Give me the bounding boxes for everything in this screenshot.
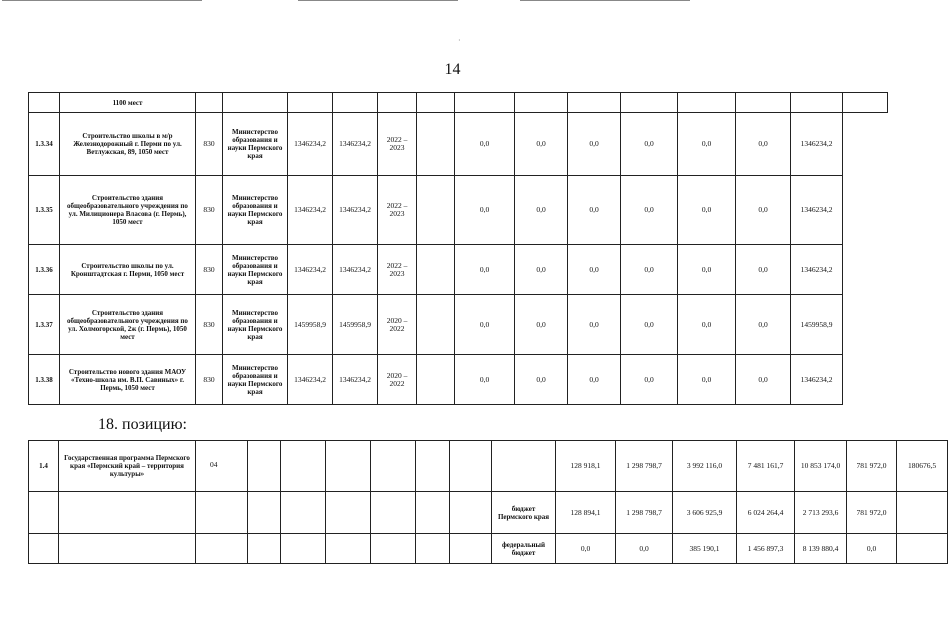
total-cell: 1346234,2 [791, 245, 843, 295]
value-cell: 1 298 798,7 [616, 441, 673, 492]
row-code-cell: 1.3.36 [29, 245, 60, 295]
row-code-cell: 1.3.34 [29, 113, 60, 176]
value-cell: 0,0 [515, 355, 568, 405]
table-row [29, 295, 888, 355]
value-cell: 0,0 [455, 245, 515, 295]
top-border-line [298, 0, 458, 1]
program-table [28, 440, 948, 564]
value-cell: 0,0 [515, 176, 568, 245]
value-cell: 0,0 [621, 176, 678, 245]
scan-speck: · [458, 36, 461, 45]
ministry-cell: Министерство образования и науки Пермского края [223, 355, 288, 405]
value-cell: 0,0 [678, 176, 736, 245]
value-cell: 0,0 [515, 113, 568, 176]
funding-source-cell: федеральный бюджет [492, 534, 556, 564]
total-cell: 1459958,9 [791, 295, 843, 355]
value-cell: 0,0 [736, 295, 791, 355]
value-cell: 0,0 [455, 355, 515, 405]
object-name-cell: Строительство нового здания МАОУ «Техно-школа им. В.П. Савиных» г. Пермь, 1050 мест [60, 355, 196, 405]
cost-cell: 1346234,2 [288, 245, 333, 295]
value-cell: 0,0 [455, 176, 515, 245]
grbs-code-cell: 830 [196, 295, 223, 355]
value-cell: 0,0 [736, 113, 791, 176]
value-cell: 3 606 925,9 [673, 492, 737, 534]
value-cell: 0,0 [736, 355, 791, 405]
ministry-cell: Министерство образования и науки Пермского края [223, 295, 288, 355]
value-cell: 0,0 [455, 113, 515, 176]
value-cell: 0,0 [616, 534, 673, 564]
value-cell: 8 139 880,4 [795, 534, 847, 564]
table-row [29, 534, 948, 564]
value-cell: 6 024 264,4 [737, 492, 795, 534]
value-cell: 0,0 [621, 355, 678, 405]
cost-cell: 1346234,2 [333, 245, 378, 295]
table-row [29, 113, 888, 176]
value-cell: 1 456 897,3 [737, 534, 795, 564]
grbs-code-cell: 830 [196, 176, 223, 245]
cost-cell: 1346234,2 [288, 176, 333, 245]
value-cell: 0,0 [515, 245, 568, 295]
value-cell: 7 481 161,7 [737, 441, 795, 492]
value-cell: 2 713 293,6 [795, 492, 847, 534]
grbs-code-cell: 830 [196, 245, 223, 295]
top-border-line [520, 0, 690, 1]
funding-source-cell [492, 441, 556, 492]
grbs-code-cell: 830 [196, 113, 223, 176]
ministry-cell: Министерство образования и науки Пермского края [223, 176, 288, 245]
years-cell: 2020 – 2022 [378, 295, 417, 355]
ministry-cell: Министерство образования и науки Пермского края [223, 113, 288, 176]
value-cell: 0,0 [568, 245, 621, 295]
value-cell: 0,0 [568, 295, 621, 355]
value-cell: 0,0 [621, 295, 678, 355]
object-name-cell: Строительство здания общеобразовательного учреждения по ул. Холмогорской, 2ж (г. Пермь), 1050 мест [60, 295, 196, 355]
table-row [29, 355, 888, 405]
value-cell: 0,0 [678, 113, 736, 176]
row-code-cell: 1.3.38 [29, 355, 60, 405]
value-cell: 0,0 [621, 113, 678, 176]
value-cell: 0,0 [621, 245, 678, 295]
cost-cell: 1459958,9 [288, 295, 333, 355]
value-cell: 10 853 174,0 [795, 441, 847, 492]
years-cell: 2022 – 2023 [378, 113, 417, 176]
value-cell: 0,0 [736, 245, 791, 295]
table-row [29, 441, 948, 492]
value-cell: 128 918,1 [556, 441, 616, 492]
years-cell: 2022 – 2023 [378, 245, 417, 295]
table-row [29, 492, 948, 534]
row-code-cell: 1.3.37 [29, 295, 60, 355]
program-name-cell: Государственная программа Пермского края «Пермский край – территория культуры» [59, 441, 196, 492]
value-cell: 0,0 [678, 295, 736, 355]
years-cell: 2022 – 2023 [378, 176, 417, 245]
cost-cell: 1346234,2 [333, 355, 378, 405]
cost-cell: 1346234,2 [333, 113, 378, 176]
value-cell: 3 992 116,0 [673, 441, 737, 492]
value-cell: 0,0 [568, 113, 621, 176]
total-cell: 1346234,2 [791, 355, 843, 405]
total-cell: 1346234,2 [791, 113, 843, 176]
value-cell: 0,0 [568, 355, 621, 405]
value-cell: 0,0 [678, 355, 736, 405]
value-cell [897, 534, 948, 564]
table-row [29, 93, 888, 113]
page-number: 14 [444, 61, 461, 78]
row-code-cell: 1.3.35 [29, 176, 60, 245]
grbs-code-cell: 830 [196, 355, 223, 405]
value-cell: 781 972,0 [847, 492, 897, 534]
cost-cell: 1346234,2 [333, 176, 378, 245]
cost-cell: 1459958,9 [333, 295, 378, 355]
table-row [29, 245, 888, 295]
row-code-cell: 1.4 [29, 441, 59, 492]
object-name-cell: Строительство школы по ул. Кронштадтская г. Перми, 1050 мест [60, 245, 196, 295]
value-cell: 180676,5 [897, 441, 948, 492]
value-cell: 1 298 798,7 [616, 492, 673, 534]
value-cell: 0,0 [847, 534, 897, 564]
value-cell: 0,0 [556, 534, 616, 564]
value-cell: 781 972,0 [847, 441, 897, 492]
value-cell: 0,0 [515, 295, 568, 355]
value-cell: 0,0 [678, 245, 736, 295]
top-border-line [2, 0, 202, 1]
value-cell: 385 190,1 [673, 534, 737, 564]
object-name-cell: 1100 мест [60, 93, 196, 113]
funding-source-cell: бюджет Пермского края [492, 492, 556, 534]
value-cell: 0,0 [455, 295, 515, 355]
years-cell: 2020 – 2022 [378, 355, 417, 405]
value-cell: 128 894,1 [556, 492, 616, 534]
projects-table [28, 92, 888, 405]
section-heading: 18. позицию: [98, 416, 187, 433]
object-name-cell: Строительство здания общеобразовательного учреждения по ул. Милиционера Власова (г. Пермь), 1050 мест [60, 176, 196, 245]
value-cell: 0,0 [736, 176, 791, 245]
cost-cell: 1346234,2 [288, 113, 333, 176]
value-cell [897, 492, 948, 534]
value-cell: 0,0 [568, 176, 621, 245]
cost-cell: 1346234,2 [288, 355, 333, 405]
ministry-cell: Министерство образования и науки Пермского края [223, 245, 288, 295]
table-row [29, 176, 888, 245]
total-cell: 1346234,2 [791, 176, 843, 245]
grbs-code-cell: 04 [196, 441, 248, 492]
object-name-cell: Строительство школы в м/р Железнодорожный г. Перми по ул. Ветлужская, 89, 1050 мест [60, 113, 196, 176]
